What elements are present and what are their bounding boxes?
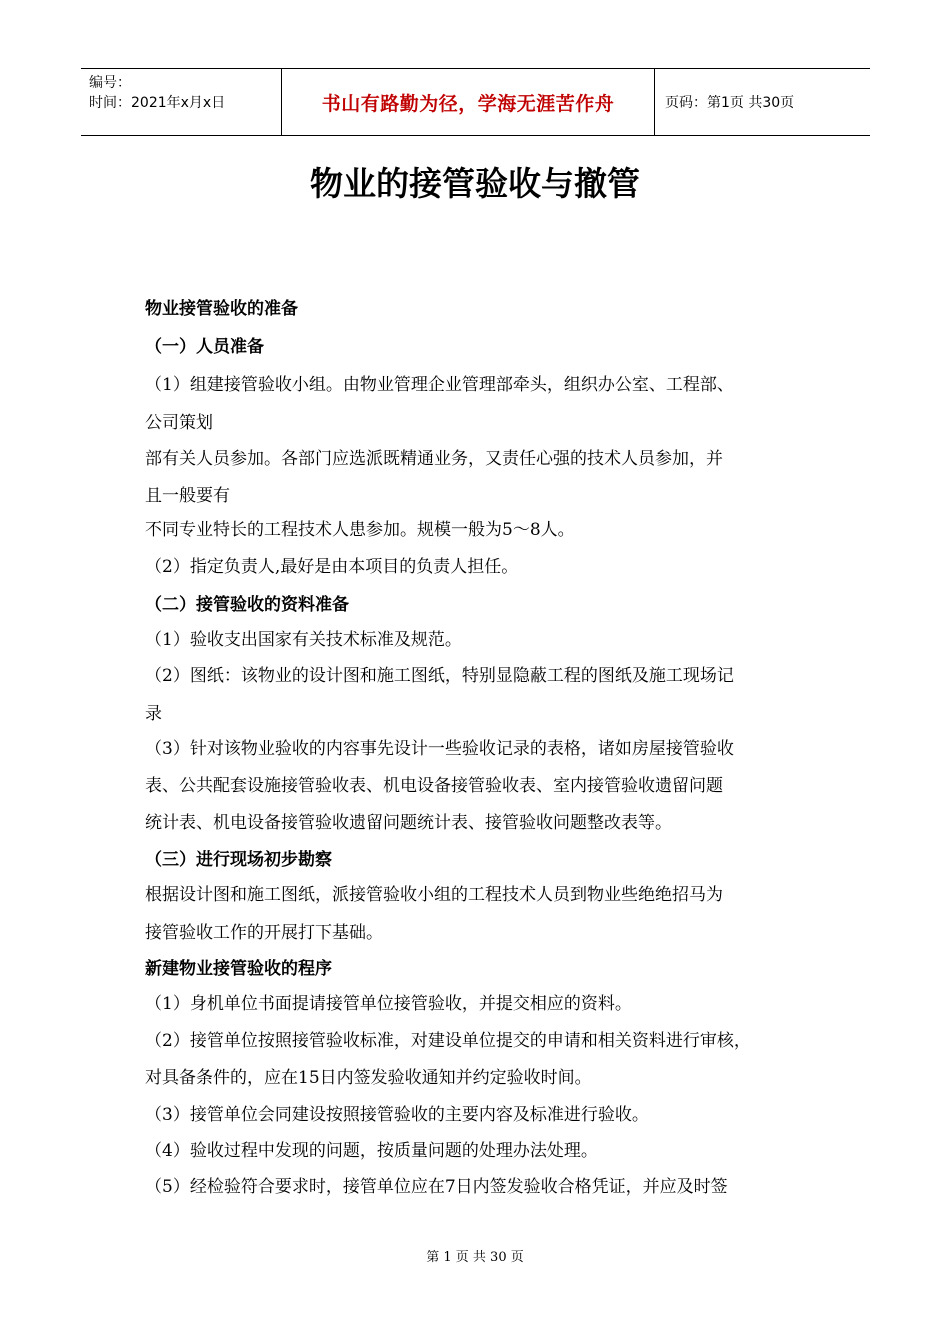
paragraph-line: （5）经检验符合要求时，接管单位应在7日内签发验收合格凭证，并应及时签 <box>145 1177 728 1197</box>
paragraph-line: （3）接管单位会同建设按照接管验收的主要内容及标准进行验收。 <box>145 1105 649 1125</box>
header-motto-cell <box>282 69 655 135</box>
paragraph-line: 统计表、机电设备接管验收遗留问题统计表、接管验收问题整改表等。 <box>145 813 672 833</box>
subsection-heading: （二）接管验收的资料准备 <box>145 595 349 615</box>
paragraph-line: （1）组建接管验收小组。由物业管理企业管理部牵头，组织办公室、工程部、 <box>145 375 734 395</box>
number-label: 编号： <box>89 75 131 91</box>
time-label: 时间：2021年x月x日 <box>89 95 226 111</box>
paragraph-line: 表、公共配套设施接管验收表、机电设备接管验收表、室内接管验收遗留问题 <box>145 776 723 796</box>
paragraph-line: 接管验收工作的开展打下基础。 <box>145 923 383 943</box>
paragraph-line: 公司策划 <box>145 413 213 433</box>
header-table <box>81 68 870 136</box>
paragraph-line: 根据设计图和施工图纸，派接管验收小组的工程技术人员到物业些绝绝招马为 <box>145 885 723 905</box>
header-page-cell <box>655 69 870 135</box>
paragraph-line: （2）指定负责人,最好是由本项目的负责人担任。 <box>145 557 519 577</box>
section-heading: 新建物业接管验收的程序 <box>145 959 332 979</box>
paragraph-line: 部有关人员参加。各部门应选派既精通业务，又责任心强的技术人员参加，并 <box>145 449 723 469</box>
document-title: 物业的接管验收与撤管 <box>310 164 640 203</box>
page-footer: 第 1 页 共 30 页 <box>426 1250 524 1265</box>
section-heading: 物业接管验收的准备 <box>145 299 298 319</box>
motto: 书山有路勤为径，学海无涯苦作舟 <box>321 92 615 115</box>
subsection-heading: （一）人员准备 <box>145 337 264 357</box>
paragraph-line: 对具备条件的，应在15日内签发验收通知并约定验收时间。 <box>145 1068 592 1088</box>
paragraph-line: （4）验收过程中发现的问题，按质量问题的处理办法处理。 <box>145 1141 598 1161</box>
header-left-cell <box>81 69 282 135</box>
subsection-heading: （三）进行现场初步勘察 <box>145 850 332 870</box>
paragraph-line: （1）验收支出国家有关技术标准及规范。 <box>145 630 462 650</box>
paragraph-line: （2）接管单位按照接管验收标准，对建设单位提交的申请和相关资料进行审核， <box>145 1031 751 1051</box>
paragraph-line: 录 <box>145 704 162 724</box>
page-label: 页码：第1页 共30页 <box>665 95 795 111</box>
paragraph-line: 且一般要有 <box>145 486 230 506</box>
paragraph-line: （2）图纸：该物业的设计图和施工图纸，特别显隐蔽工程的图纸及施工现场记 <box>145 666 734 686</box>
paragraph-line: （3）针对该物业验收的内容事先设计一些验收记录的表格，诸如房屋接管验收 <box>145 739 734 759</box>
paragraph-line: （1）身机单位书面提请接管单位接管验收，并提交相应的资料。 <box>145 994 632 1014</box>
paragraph-line: 不同专业特长的工程技术人患参加。规模一般为5～8人。 <box>145 520 575 540</box>
